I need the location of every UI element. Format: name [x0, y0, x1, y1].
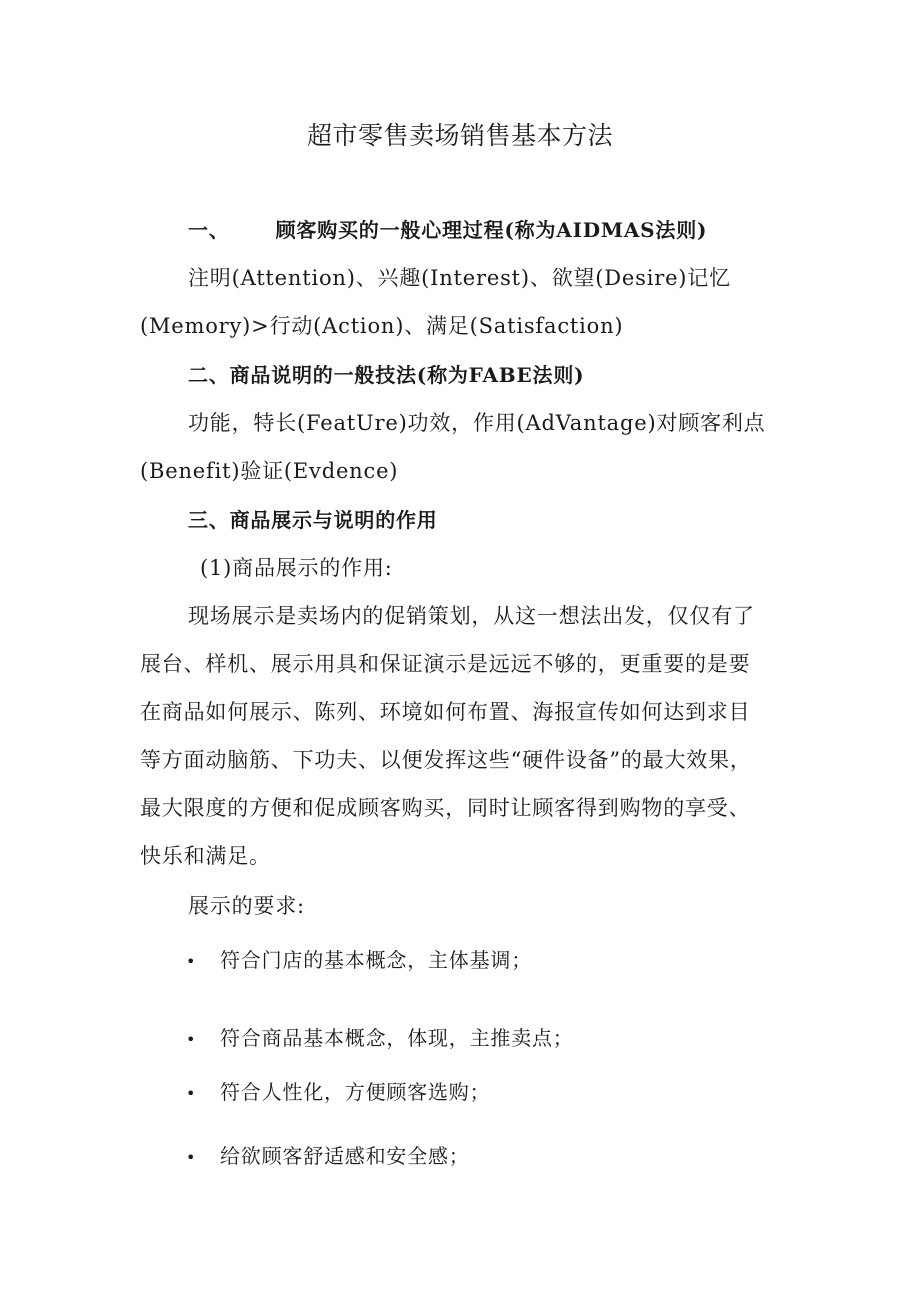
section-2-line-1: 功能，特长(FeatUre)功效，作用(AdVantage)对顾客利点: [188, 411, 766, 435]
paragraph-line-3: 在商品如何展示、陈列、环境如何布置、海报宣传如何达到求目: [140, 700, 751, 724]
section-1-line-1: 注明(Attention)、兴趣(Interest)、欲望(Desire)记忆: [188, 266, 731, 290]
bullet-icon: •: [186, 1148, 197, 1167]
paragraph-line-4: 等方面动脑筋、下功夫、以便发挥这些“硬件设备”的最大效果，: [140, 748, 752, 772]
list-item-text: 符合商品基本概念，体现，主推卖点；: [220, 1026, 574, 1050]
section-3-subheading: (1)商品展示的作用:: [200, 556, 393, 580]
page-title: 超市零售卖场销售基本方法: [306, 121, 613, 150]
section-2-heading: 二、商品说明的一般技法(称为FABE法则): [188, 363, 585, 387]
section-1-title: 顾客购买的一般心理过程(称为AIDMAS法则): [275, 218, 708, 242]
list-item: [186, 1022, 574, 1051]
paragraph-line-1: 现场展示是卖场内的促销策划，从这一想法出发，仅仅有了: [188, 604, 755, 628]
list-item-text: 给欲顾客舒适感和安全感；: [220, 1144, 470, 1168]
list-item-text: 符合人性化，方便顾客选购；: [220, 1080, 491, 1104]
requirements-label: 展示的要求:: [188, 894, 305, 918]
bullet-icon: •: [186, 1084, 197, 1103]
section-2-line-2: (Benefit)验证(Evdence): [140, 459, 399, 483]
list-item: [186, 1140, 470, 1169]
list-item: [186, 944, 532, 973]
section-1-number: 一、: [188, 218, 230, 242]
section-3-heading: 三、商品展示与说明的作用: [188, 508, 438, 532]
list-item-text: 符合门店的基本概念，主体基调；: [220, 948, 532, 972]
paragraph-line-6: 快乐和满足。: [140, 844, 271, 868]
bullet-icon: •: [186, 952, 197, 971]
list-item: [186, 1076, 490, 1105]
section-1-heading: [188, 214, 707, 243]
bullet-icon: •: [186, 1030, 197, 1049]
paragraph-line-5: 最大限度的方便和促成顾客购买，同时让顾客得到购物的享受、: [140, 796, 751, 820]
paragraph-line-2: 展台、样机、展示用具和保证演示是远远不够的，更重要的是要: [140, 652, 751, 676]
section-1-line-2: (Memory)>行动(Action)、满足(Satisfaction): [140, 314, 624, 338]
